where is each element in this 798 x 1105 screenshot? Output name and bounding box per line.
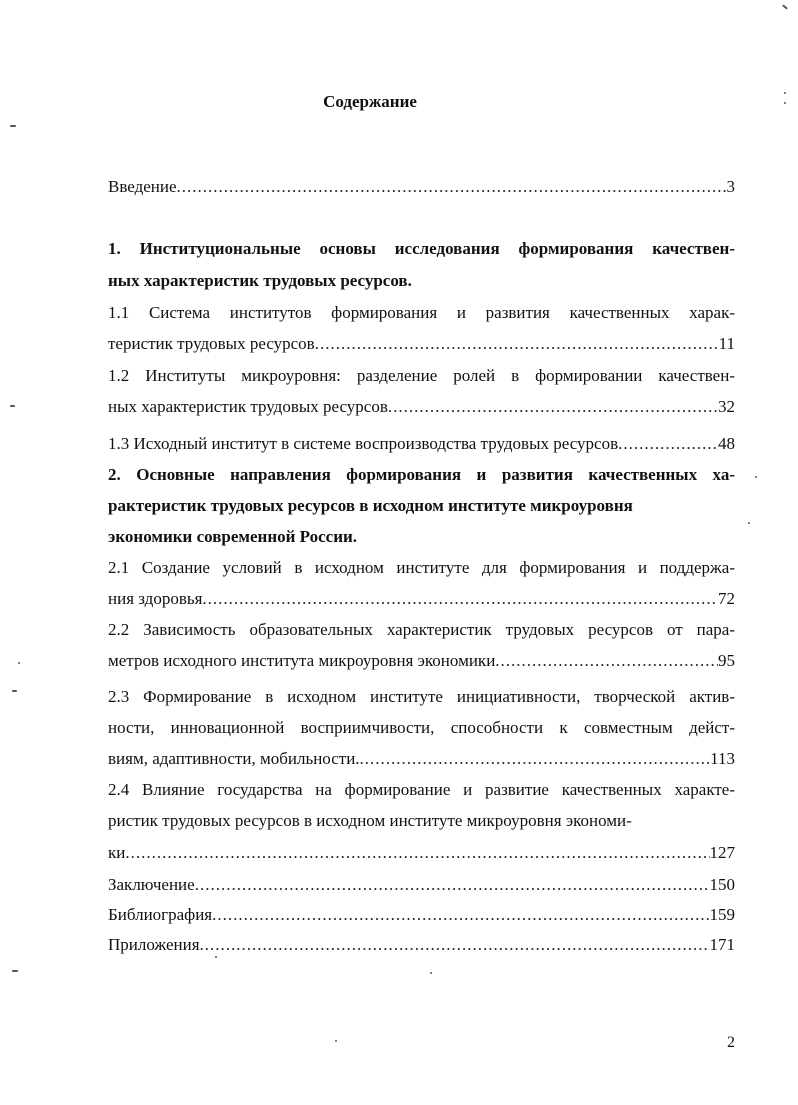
toc-page: 72: [718, 589, 735, 608]
toc-page: 48: [718, 434, 735, 453]
chapter-2-heading-cont-2: экономики современной России.: [108, 527, 358, 546]
scan-speck: [12, 690, 17, 692]
toc-label: 1.3 Исходный институт в системе воспроизводства трудовых ресурсов: [108, 434, 619, 453]
toc-label: ки: [108, 843, 126, 862]
chapter-1-heading: 1. Институциональные основы исследования формирования качествен-: [108, 239, 735, 258]
toc-label: Заключение: [108, 875, 195, 894]
page-title: Содержание: [323, 92, 417, 111]
toc-entry-2-1: [108, 588, 735, 609]
toc-page: 113: [710, 749, 735, 768]
toc-page: 171: [709, 935, 735, 954]
chapter-2-heading-cont: рактеристик трудовых ресурсов в исходном институте микроуровня: [108, 496, 633, 515]
chapter-1-heading-cont: ных характеристик трудовых ресурсов.: [108, 271, 412, 290]
scan-speck: [782, 4, 788, 9]
toc-label: ных характеристик трудовых ресурсов: [108, 397, 388, 416]
toc-entry-conclusion: [108, 874, 735, 895]
toc-entry-bibliography: [108, 904, 735, 925]
toc-entry-2-3: [108, 748, 735, 769]
toc-page: 11: [718, 334, 735, 353]
section-2-4-title: 2.4 Влияние государства на формирование и развитие качественных характе-: [108, 780, 735, 799]
scan-speck: [12, 970, 18, 972]
section-2-1-title: 2.1 Создание условий в исходном институте для формирования и поддержа-: [108, 558, 735, 577]
toc-page: 159: [709, 905, 735, 924]
scan-speck: [335, 1040, 337, 1042]
toc-label: Приложения: [108, 935, 200, 954]
scan-speck: [430, 972, 432, 974]
toc-page: 127: [709, 843, 735, 862]
toc-page: 3: [726, 177, 735, 196]
scan-speck: [748, 522, 750, 524]
toc-label: Библиография: [108, 905, 213, 924]
section-2-3-title: 2.3 Формирование в исходном институте инициативности, творческой актив-: [108, 687, 735, 706]
scan-speck: [10, 125, 16, 127]
toc-entry-2-4: [108, 842, 735, 863]
toc-entry-intro: [108, 176, 735, 197]
chapter-2-heading: 2. Основные направления формирования и развития качественных ха-: [108, 465, 735, 484]
toc-page: 150: [709, 875, 735, 894]
scan-speck: [18, 662, 20, 664]
section-2-2-title: 2.2 Зависимость образовательных характеристик трудовых ресурсов от пара-: [108, 620, 735, 639]
scan-speck: [784, 102, 786, 104]
toc-label: виям, адаптивности, мобильности.: [108, 749, 360, 768]
scan-speck: [755, 476, 757, 478]
toc-entry-1-1: [108, 333, 735, 354]
scan-speck: [10, 405, 15, 407]
scan-speck: [215, 956, 217, 958]
scan-speck: [784, 92, 786, 94]
toc-entry-1-2: [108, 396, 735, 417]
toc-label: метров исходного института микроуровня экономики: [108, 651, 496, 670]
toc-label: теристик трудовых ресурсов: [108, 334, 315, 353]
toc-entry-appendix: [108, 934, 735, 955]
section-2-3-title-cont: ности, инновационной восприимчивости, способности к совместным дейст-: [108, 718, 735, 737]
toc-entry-1-3: [108, 433, 735, 454]
section-1-2-title: 1.2 Институты микроуровня: разделение ролей в формировании качествен-: [108, 366, 735, 385]
toc-label: ния здоровья: [108, 589, 203, 608]
toc-entry-2-2: [108, 650, 735, 671]
page-number: 2: [727, 1034, 735, 1051]
section-2-4-title-cont: ристик трудовых ресурсов в исходном институте микроуровня экономи-: [108, 811, 632, 830]
toc-label: Введение: [108, 177, 177, 196]
section-1-1-title: 1.1 Система институтов формирования и развития качественных харак-: [108, 303, 735, 322]
toc-page: 32: [718, 397, 735, 416]
toc-page: 95: [718, 651, 735, 670]
